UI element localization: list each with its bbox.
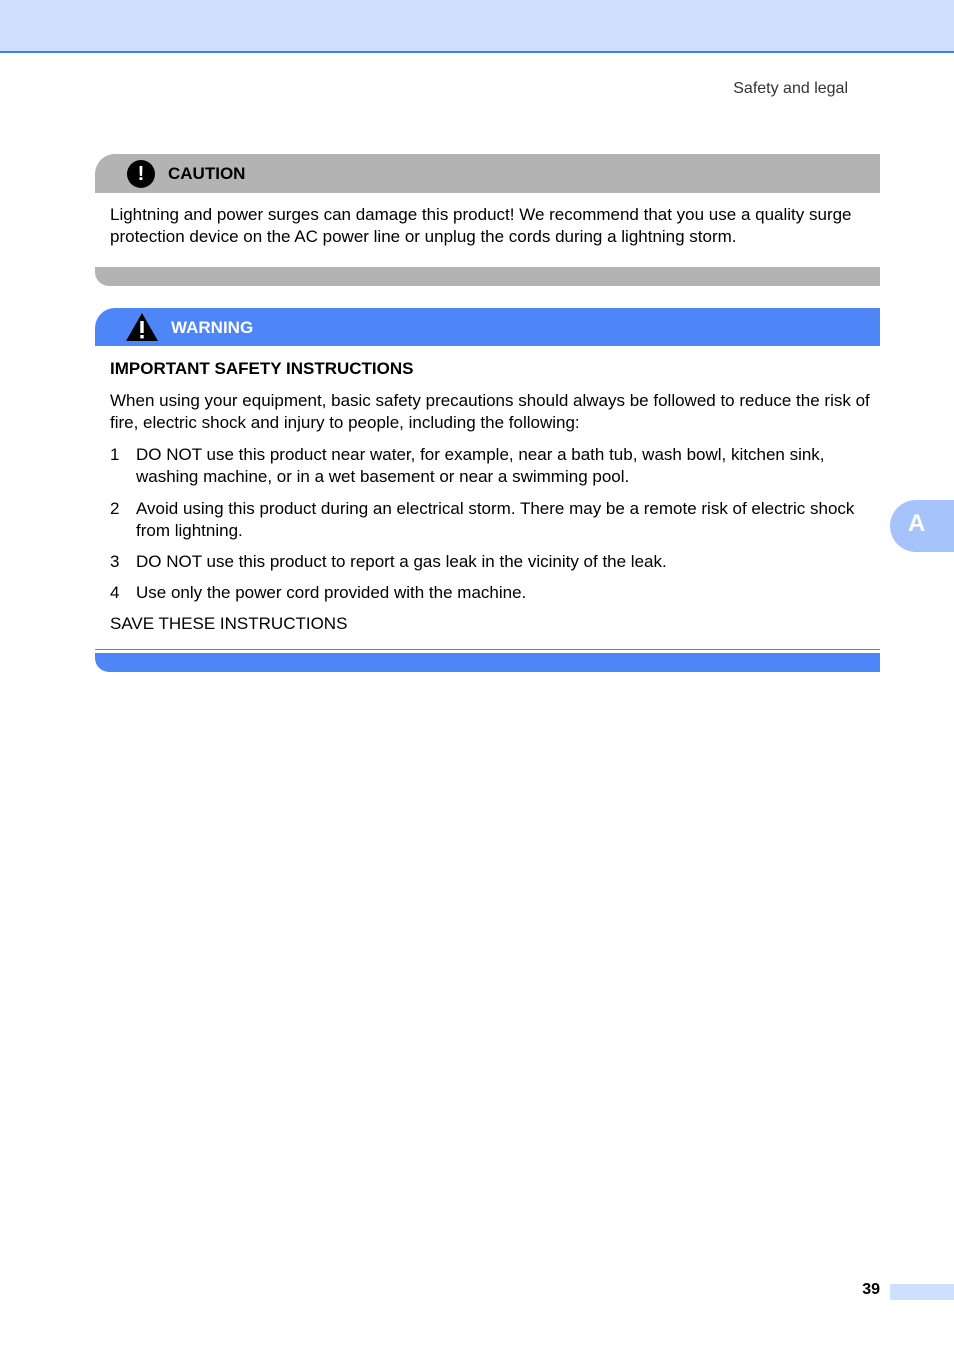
list-item-number: 1 xyxy=(110,445,120,464)
caution-header xyxy=(95,154,880,193)
appendix-tab-letter: A xyxy=(908,510,926,537)
caution-title: CAUTION xyxy=(168,164,246,183)
list-item-number: 4 xyxy=(110,583,120,602)
running-head: Safety and legal xyxy=(733,80,848,97)
warning-title: WARNING xyxy=(171,318,254,337)
list-item-text: DO NOT use this product to report a gas leak in the vicinity of the leak. xyxy=(136,552,667,571)
save-instructions: SAVE THESE INSTRUCTIONS xyxy=(110,614,348,633)
list-item-number: 3 xyxy=(110,552,120,571)
warning-divider xyxy=(95,649,880,650)
header-band xyxy=(0,0,954,53)
safety-instructions-heading: IMPORTANT SAFETY INSTRUCTIONS xyxy=(110,359,414,378)
list-item-text: DO NOT use this product near water, for example, near a bath tub, wash bowl, kitchen sink, washing machine, or in a wet basement or near a swimming pool. xyxy=(136,445,825,486)
caution-text: Lightning and power surges can damage this product! We recommend that you use a quality surge protection device on the AC power line or unplug the cords during a lightning storm. xyxy=(110,205,852,246)
exclamation-circle-icon: ! xyxy=(127,160,155,188)
list-item-number: 2 xyxy=(110,499,120,518)
safety-intro: When using your equipment, basic safety precautions should always be followed to reduce the risk of fire, electric shock and injury to people, including the following: xyxy=(110,391,870,432)
warning-footer xyxy=(95,653,880,672)
appendix-tab xyxy=(890,500,954,552)
warning-header xyxy=(95,308,880,346)
page-number: 39 xyxy=(862,1281,880,1298)
warning-triangle-icon xyxy=(125,312,159,342)
caution-footer xyxy=(95,267,880,286)
list-item-text: Use only the power cord provided with the machine. xyxy=(136,583,527,602)
footer-band xyxy=(890,1284,954,1300)
list-item-text: Avoid using this product during an electrical storm. There may be a remote risk of electric shock from lightning. xyxy=(136,499,855,540)
